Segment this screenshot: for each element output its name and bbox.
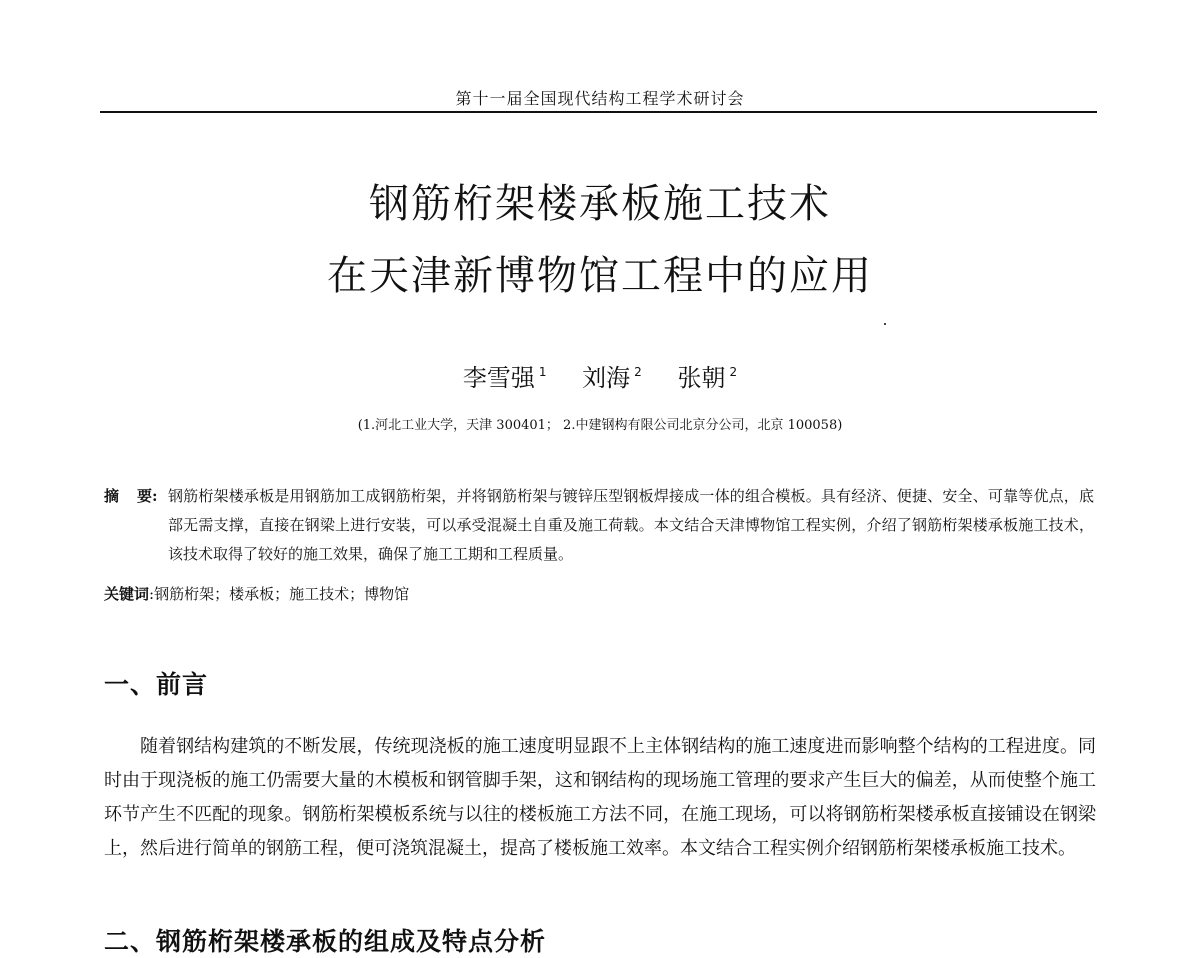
author: 张朝 $^2$	[677, 364, 738, 392]
paper-title-line-1: 钢筋桁架楼承板施工技术	[369, 181, 831, 227]
keywords: 关键词:钢筋桁架；楼承板；施工技术；博物馆	[104, 585, 410, 603]
conference-header: 第十一届全国现代结构工程学术研讨会	[455, 89, 745, 108]
abstract	[104, 482, 1094, 569]
header-rule	[100, 111, 1097, 113]
section-heading-composition: 二、钢筋桁架楼承板的组成及特点分析	[104, 927, 547, 956]
paper-title-line-2: 在天津新博物馆工程中的应用	[327, 253, 873, 299]
author: 李雪强 $^1$	[462, 364, 547, 392]
abstract-text: 钢筋桁架楼承板是用钢筋加工成钢筋桁架，并将钢筋桁架与镀锌压型钢板焊接成一体的组合模板。具有经济、便捷、安全、可靠等优点，底部无需支撑，直接在钢梁上进行安装，可以承受混凝土自重及施工荷载。本文结合天津博物馆工程实例，介绍了钢筋桁架楼承板施工技术，该技术取得了较好的施工效果，确保了施工工期和工程质量。	[168, 487, 1094, 563]
keywords-text: 钢筋桁架；楼承板；施工技术；博物馆	[154, 585, 410, 603]
introduction-paragraph: 随着钢结构建筑的不断发展，传统现浇板的施工速度明显跟不上主体钢结构的施工速度进而影响整个结构的工程进度。同时由于现浇板的施工仍需要大量的木模板和钢管脚手架，这和钢结构的现场施工管理的要求产生巨大的偏差，从而使整个施工环节产生不匹配的现象。钢筋桁架模板系统与以往的楼板施工方法不同，在施工现场，可以将钢筋桁架楼承板直接铺设在钢梁上，然后进行简单的钢筋工程，便可浇筑混凝土，提高了楼板施工效率。本文结合工程实例介绍钢筋桁架楼承板施工技术。	[104, 736, 1096, 859]
scan-speck	[884, 323, 886, 325]
affiliation: (1.河北工业大学，天津 300401； 2.中建钢构有限公司北京分公司，北京 100058)	[357, 418, 843, 433]
keywords-label: 关键词	[104, 585, 150, 603]
abstract-label: 摘 要:	[104, 487, 158, 505]
section-heading-introduction: 一、前言	[104, 670, 209, 699]
author-list	[0, 358, 1200, 393]
author: 刘海 $^2$	[582, 364, 642, 392]
